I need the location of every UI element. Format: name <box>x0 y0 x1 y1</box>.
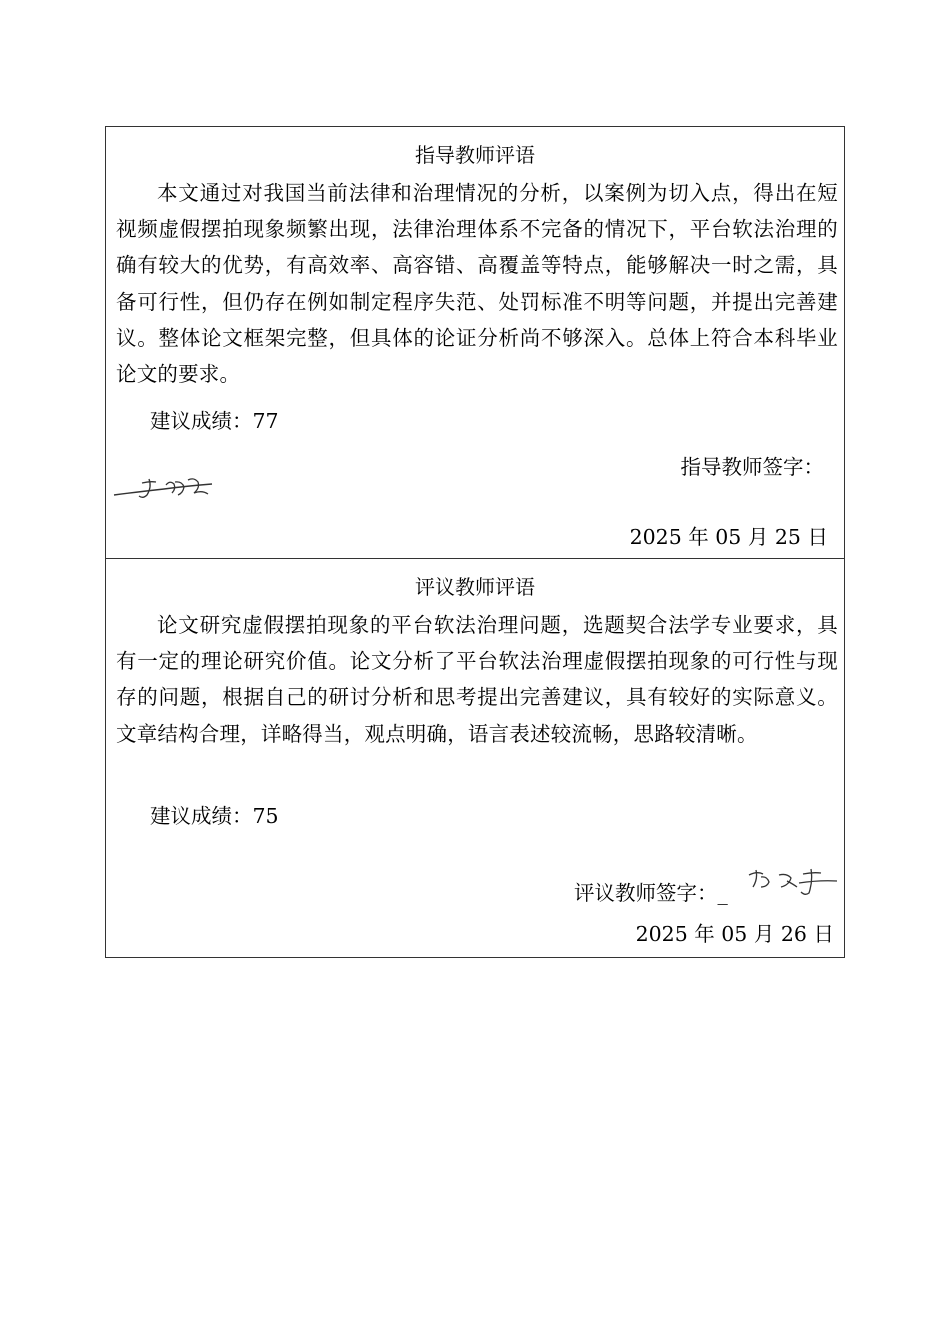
reviewer-grade: 建议成绩：75 <box>150 804 279 828</box>
advisor-signature-label: 指导教师签字： <box>680 455 824 479</box>
reviewer-comment-section <box>106 559 844 957</box>
reviewer-handwritten-signature <box>743 865 839 899</box>
advisor-comment-section <box>106 127 844 559</box>
reviewer-section-title: 评议教师评语 <box>415 575 535 599</box>
advisor-section-title: 指导教师评语 <box>415 143 535 167</box>
advisor-comment-text: 本文通过对我国当前法律和治理情况的分析，以案例为切入点，得出在短视频虚假摆拍现象频繁出现，法律治理体系不完备的情况下，平台软法治理的确有较大的优势，有高效率、高容错、高覆盖等特点，能够解决一时之需，具备可行性，但仍存在例如制定程序失范、处罚标准不明等问题，并提出完善建议。整体论文框架完整，但具体的论证分析尚不够深入。总体上符合本科毕业论文的要求。 <box>116 181 838 387</box>
advisor-grade: 建议成绩：77 <box>150 409 279 433</box>
reviewer-signature-label: 评议教师签字：_ <box>574 881 728 905</box>
comment-table <box>105 126 845 958</box>
reviewer-date: 2025 年 05 月 26 日 <box>635 922 834 946</box>
advisor-date: 2025 年 05 月 25 日 <box>629 525 828 549</box>
advisor-handwritten-signature <box>112 473 222 503</box>
reviewer-comment-text: 论文研究虚假摆拍现象的平台软法治理问题，选题契合法学专业要求，具有一定的理论研究价值。论文分析了平台软法治理虚假摆拍现象的可行性与现存的问题，根据自己的研讨分析和思考提出完善建议，具有较好的实际意义。文章结构合理，详略得当，观点明确，语言表述较流畅，思路较清晰。 <box>116 613 838 746</box>
